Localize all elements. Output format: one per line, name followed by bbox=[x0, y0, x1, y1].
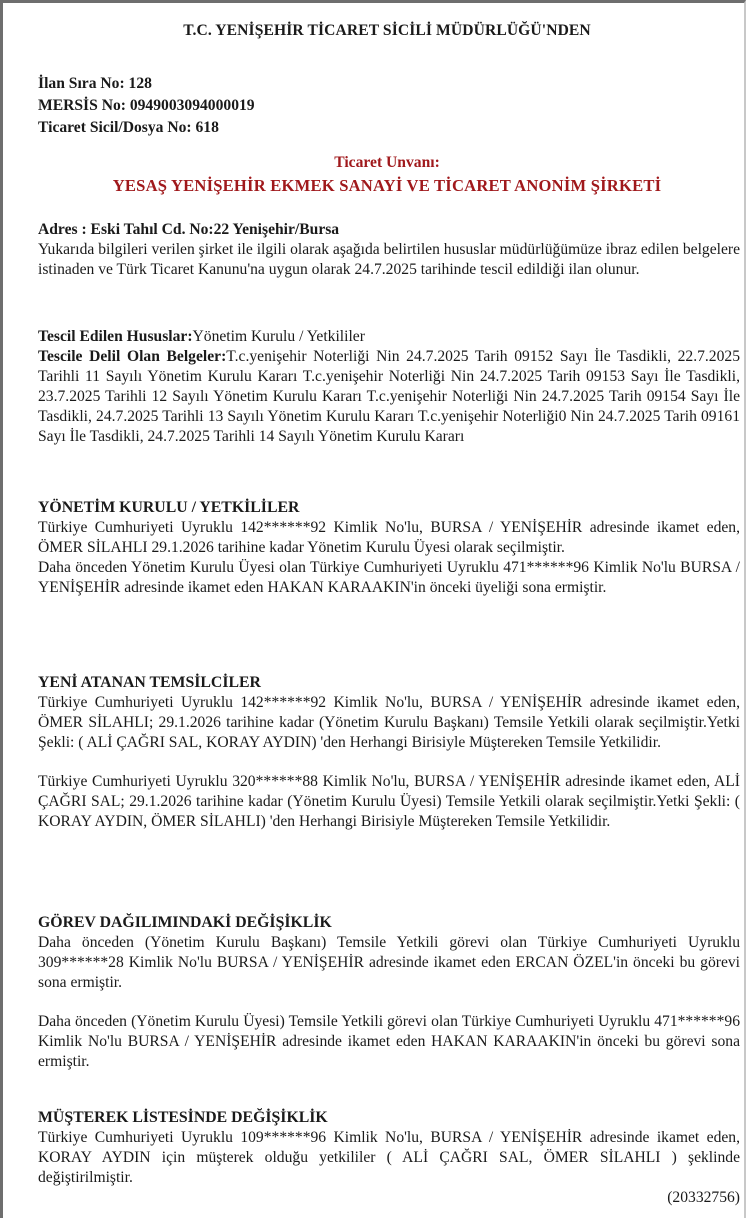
section-paragraph: Türkiye Cumhuriyeti Uyruklu 320******88 Kimlik No'lu, BURSA / YENİŞEHİR adresinde ikamet eden, ALİ ÇAĞRI SAL; 29.1.2026 tarihine kadar (Yönetim Kurulu Üyesi) Temsile Yetkili olarak seçilmiştir.Yetki Şekli: ( KORAY AYDIN, ÖMER SİLAHLI) 'den Herhangi Birisiyle Müştereken Temsile Yetkilidir. bbox=[38, 773, 740, 830]
section-heading: YENİ ATANAN TEMSİLCİLER bbox=[38, 674, 261, 691]
section-paragraph: Daha önceden (Yönetim Kurulu Başkanı) Temsile Yetkili görevi olan Türkiye Cumhuriyeti Uyruklu 309******28 Kimlik No'lu BURSA / YENİŞEHİR adresinde ikamet eden ERCAN ÖZEL'in önceki bu görevi sona ermiştir. bbox=[38, 934, 740, 991]
intro-paragraph: Yukarıda bilgileri verilen şirket ile ilgili olarak aşağıda belirtilen hususlar müdürlüğümüze ibraz edilen belgelere istinaden ve Türk Ticaret Kanunu'na uygun olarak 24.7.2025 tarihinde tescil edildiği ilan olunur. bbox=[38, 241, 740, 278]
registration-block bbox=[38, 327, 740, 447]
section-new-representatives bbox=[38, 673, 740, 832]
section-paragraph: Daha önceden Yönetim Kurulu Üyesi olan Türkiye Cumhuriyeti Uyruklu 471******96 Kimlik No'lu BURSA / YENİŞEHİR adresinde ikamet eden HAKAN KARAAKIN'in önceki üyeliği sona ermiştir. bbox=[38, 559, 740, 596]
address-block bbox=[38, 220, 740, 280]
ilan-sira-no: İlan Sıra No: 128 bbox=[38, 75, 152, 92]
evidence-label: Tescile Delil Olan Belgeler: bbox=[38, 348, 227, 365]
address: Adres : Eski Tahıl Cd. No:22 Yenişehir/Bursa bbox=[38, 221, 340, 238]
section-board bbox=[38, 498, 740, 598]
registered-label: Tescil Edilen Hususlar: bbox=[38, 328, 193, 345]
registered-value: Yönetim Kurulu / Yetkililer bbox=[192, 328, 365, 345]
section-heading: YÖNETİM KURULU / YETKİLİLER bbox=[38, 499, 300, 516]
evidence-documents bbox=[38, 347, 740, 447]
registered-items bbox=[38, 327, 740, 347]
evidence-value: T.c.yenişehir Noterliği Nin 24.7.2025 Tarih 09152 Sayı İle Tasdikli, 22.7.2025 Tarihli 11 Sayılı Yönetim Kurulu Kararı T.c.yenişehir Noterliği Nin 24.7.2025 Tarih 09153 Sayı İle Tasdikli, 23.7.2025 Tarihli 12 Sayılı Yönetim Kurulu Kararı T.c.yenişehir Noterliği Nin 24.7.2025 Tarih 09154 Sayı İle Tasdikli, 24.7.2025 Tarihli 13 Sayılı Yönetim Kurulu Kararı T.c.yenişehir Noterliği0 Nin 24.7.2025 Tarih 09161 Sayı İle Tasdikli, 24.7.2025 Tarihli 14 Sayılı Yönetim Kurulu Kararı bbox=[38, 348, 740, 445]
trade-name-label: Ticaret Unvanı: bbox=[334, 154, 440, 171]
document-title: T.C. YENİŞEHİR TİCARET SİCİLİ MÜDÜRLÜĞÜ'NDEN bbox=[183, 22, 591, 39]
section-paragraph: Daha önceden (Yönetim Kurulu Üyesi) Temsile Yetkili görevi olan Türkiye Cumhuriyeti Uyruklu 471******96 Kimlik No'lu BURSA / YENİŞEHİR adresinde ikamet eden HAKAN KARAAKIN'in önceki bu görevi sona ermiştir. bbox=[38, 1013, 740, 1070]
ticaret-sicil-no: Ticaret Sicil/Dosya No: 618 bbox=[38, 119, 219, 136]
mersis-no: MERSİS No: 0949003094000019 bbox=[38, 97, 255, 114]
meta-block bbox=[38, 73, 255, 139]
reference-number: (20332756) bbox=[667, 1189, 740, 1206]
section-joint-list-change bbox=[38, 1108, 740, 1208]
section-paragraph: Türkiye Cumhuriyeti Uyruklu 142******92 Kimlik No'lu, BURSA / YENİŞEHİR adresinde ikamet eden, ÖMER SİLAHLI; 29.1.2026 tarihine kadar (Yönetim Kurulu Başkanı) Temsile Yetkili olarak seçilmiştir.Yetki Şekli: ( ALİ ÇAĞRI SAL, KORAY AYDIN) 'den Herhangi Birisiyle Müştereken Temsile Yetkilidir. bbox=[38, 694, 740, 751]
section-paragraph: Türkiye Cumhuriyeti Uyruklu 109******96 Kimlik No'lu, BURSA / YENİŞEHİR adresinde ikamet eden, KORAY AYDIN için müşterek olduğu yetkililer ( ALİ ÇAĞRI SAL, ÖMER SİLAHLI ) şeklinde değiştirilmiştir. bbox=[38, 1129, 740, 1186]
trade-name: YESAŞ YENİŞEHİR EKMEK SANAYİ VE TİCARET ANONİM ŞİRKETİ bbox=[112, 176, 662, 195]
section-heading: MÜŞTEREK LİSTESİNDE DEĞİŞİKLİK bbox=[38, 1109, 328, 1126]
section-heading: GÖREV DAĞILIMINDAKİ DEĞİŞİKLİK bbox=[38, 914, 332, 931]
section-paragraph: Türkiye Cumhuriyeti Uyruklu 142******92 Kimlik No'lu, BURSA / YENİŞEHİR adresinde ikamet eden, ÖMER SİLAHLI 29.1.2026 tarihine kadar Yönetim Kurulu Üyesi olarak seçilmiştir. bbox=[38, 519, 740, 556]
section-duty-change bbox=[38, 913, 740, 1072]
